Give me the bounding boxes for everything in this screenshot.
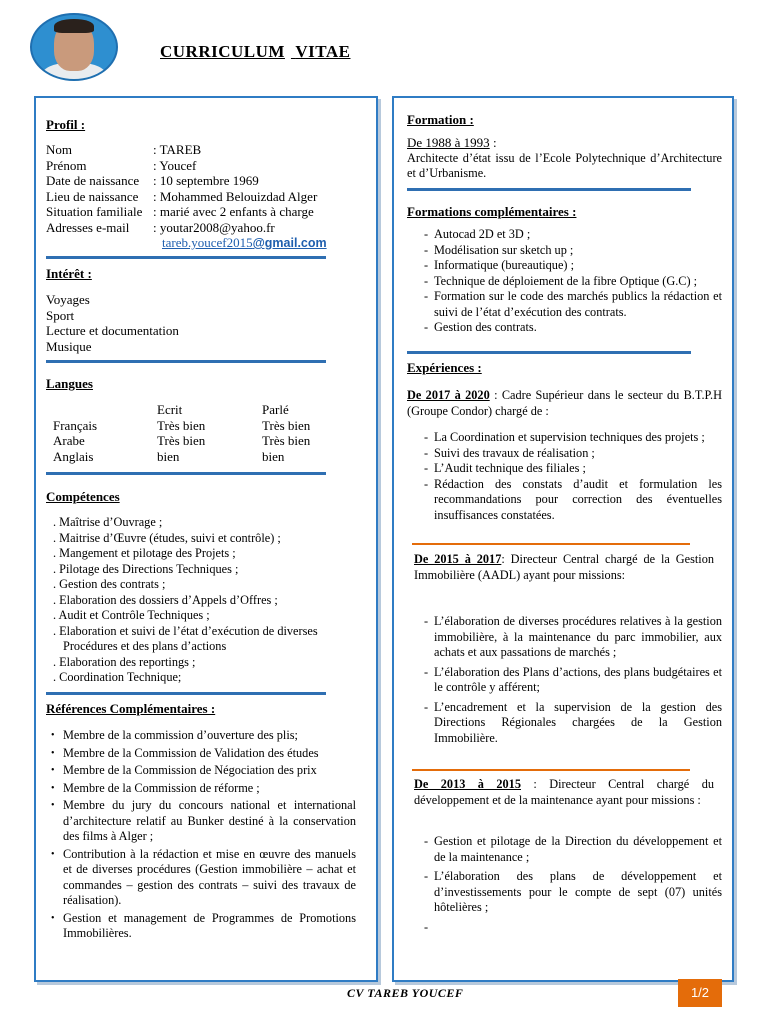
training-item: - Autocad 2D et 3D ; <box>422 227 722 243</box>
job-description-suffix: ayant pour missions : <box>592 792 701 807</box>
job-missions <box>422 614 722 746</box>
complementary-list <box>422 227 722 336</box>
profile-row <box>46 189 366 205</box>
email-link[interactable] <box>46 235 366 252</box>
skill-item: . Elaboration des dossiers d’Appels d’Offres ; <box>53 592 278 607</box>
language-name: Arabe <box>53 433 85 448</box>
field-value: : TAREB <box>153 142 202 157</box>
training-item: - Informatique (bureautique) ; <box>422 258 722 274</box>
interest-item: Lecture et documentation <box>46 323 179 338</box>
formation-text: Architecte d’état issu de l’Ecole Polytechnique d’Architecture et d’Urbanisme. <box>407 150 722 180</box>
job-missions <box>422 430 722 523</box>
reference-item: • Membre de la Commission de Négociation des prix <box>48 763 356 779</box>
skill-item: . Coordination Technique; <box>53 670 182 684</box>
reference-item: • Membre de la Commission de Validation des études <box>48 746 356 762</box>
field-value: : Mohammed Belouizdad Alger <box>153 188 318 204</box>
profile-row <box>46 204 366 220</box>
language-name: Anglais <box>53 448 94 464</box>
mission-item: - L’élaboration des plans de développement et d’investissements pour le compte de sept (07) unités hôtelières ; <box>422 869 722 916</box>
skills-list <box>53 515 368 686</box>
language-written: bien <box>157 448 180 464</box>
language-written: Très bien <box>157 417 206 433</box>
language-spoken: Très bien <box>262 417 311 433</box>
divider <box>46 256 326 259</box>
language-row <box>53 449 310 465</box>
profile-row <box>46 158 366 174</box>
language-row <box>53 433 310 449</box>
interests-list <box>46 292 179 354</box>
title-word-2: VITAE <box>295 42 351 61</box>
mission-item: - L’élaboration des Plans d’actions, des plans budgétaires et le contrôle y afférent; <box>422 665 722 696</box>
job-description: : Cadre Supérieur dans le secteur du B.T.P.H (Groupe Condor) chargé de <box>407 388 722 418</box>
divider <box>46 692 326 695</box>
formation-period-line <box>407 135 722 151</box>
complementary-heading: Formations complémentaires : <box>407 204 577 219</box>
job-title <box>414 777 714 808</box>
skill-item: . Maîtrise d’Ouvrage ; <box>53 515 163 529</box>
profile-photo <box>30 13 118 81</box>
references-list <box>48 728 356 942</box>
footer-name: CV TAREB YOUCEF <box>347 986 464 1000</box>
divider <box>412 769 690 771</box>
interest-item: Voyages <box>46 292 90 307</box>
field-value: : 10 septembre 1969 <box>153 173 259 188</box>
field-label: Lieu de naissance <box>46 188 139 204</box>
field-value: : youtar2008@yahoo.fr <box>153 219 275 235</box>
mission-item: - L’élaboration de diverses procédures relatives à la gestion immobilière, à la maintenance du parc immobilier, aux achats et aux passations de marchés ; <box>422 614 722 661</box>
interest-item: Musique <box>46 338 92 354</box>
job-title <box>414 552 714 583</box>
job-description: : Directeur Central chargé du développement et de la maintenance <box>414 777 714 807</box>
mission-item: - Suivi des travaux de réalisation ; <box>422 446 722 462</box>
title-word-1: CURRICULUM <box>160 42 285 61</box>
mission-item: - Gestion et pilotage de la Direction du développement et de la maintenance ; <box>422 834 722 865</box>
job-period: De 2015 à 2017 <box>414 552 502 566</box>
profile-heading: Profil : <box>46 117 86 132</box>
language-spoken: bien <box>262 448 285 464</box>
job-description: : Directeur Central chargé de la Gestion Immobilière (AADL) ayant pour missions <box>414 552 714 582</box>
languages-table <box>53 402 310 464</box>
interest-item: Sport <box>46 307 75 323</box>
job-description-suffix: : <box>621 567 626 582</box>
training-item: - Gestion des contrats. <box>422 320 722 336</box>
formation-period: De 1988 à 1993 <box>407 135 490 150</box>
email-link-user[interactable]: tareb.youcef2015 <box>162 235 253 250</box>
language-row <box>53 418 310 434</box>
references-heading: Références Complémentaires : <box>46 701 216 716</box>
skill-item: . Elaboration des reportings ; <box>53 654 196 669</box>
training-item: - Formation sur le code des marchés publics la rédaction et suivi de l’état d’exécution des contrats. <box>422 289 722 320</box>
skill-item: . Pilotage des Directions Techniques ; <box>53 561 239 576</box>
interests-heading: Intérêt : <box>46 266 92 281</box>
formation-period-suffix: : <box>489 135 497 150</box>
skill-item: Procédures et des plans d’actions <box>63 639 227 653</box>
skill-item: . Mangement et pilotage des Projets ; <box>53 546 236 560</box>
divider <box>412 543 690 545</box>
field-value: : Youcef <box>153 157 197 173</box>
job-period: De 2013 à 2015 <box>414 777 521 791</box>
training-item: - Modélisation sur sketch up ; <box>422 243 722 259</box>
page-number: 1/2 <box>678 979 722 1007</box>
reference-item: • Gestion et management de Programmes de Promotions Immobilières. <box>48 911 356 942</box>
divider <box>46 472 326 475</box>
training-item: - Technique de déploiement de la fibre Optique (G.C) ; <box>422 274 722 290</box>
field-label: Prénom <box>46 157 87 173</box>
mission-item: - L’Audit technique des filiales ; <box>422 461 722 477</box>
mission-item: - L’encadrement et la supervision de la gestion des Directions Régionales chargées de la Gestion Immobilière. <box>422 700 722 747</box>
experiences-heading: Expériences : <box>407 360 482 375</box>
languages-heading: Langues <box>46 376 93 391</box>
job-period: De 2017 à 2020 <box>407 388 490 402</box>
job-description-suffix: : <box>542 403 549 418</box>
reference-item: • Membre de la Commission de réforme ; <box>48 781 356 797</box>
mission-item <box>422 920 722 935</box>
profile-row <box>46 220 366 236</box>
divider <box>407 351 691 354</box>
skill-item: . Gestion des contrats ; <box>53 577 166 591</box>
language-spoken: Très bien <box>262 433 311 448</box>
field-label: Adresses e-mail <box>46 219 130 235</box>
job-title <box>407 388 722 419</box>
skill-item: . Audit et Contrôle Techniques ; <box>53 608 210 622</box>
profile-fields <box>46 142 366 252</box>
language-name: Français <box>53 417 98 433</box>
profile-row <box>46 173 366 189</box>
skills-heading: Compétences <box>46 489 120 504</box>
reference-item: • Membre du jury du concours national et international d’architecture relatif au Bunker destiné à la conservation des films à Alger ; <box>48 798 356 845</box>
field-label: Situation familiale <box>46 204 143 219</box>
job-missions <box>422 834 722 935</box>
page-title <box>160 42 357 62</box>
photo-hair <box>54 19 94 33</box>
skill-item: . Elaboration et suivi de l’état d’exécution de diverses <box>53 623 318 638</box>
col-written: Ecrit <box>157 402 183 417</box>
col-spoken: Parlé <box>262 402 289 417</box>
skill-item: . Maitrise d’Œuvre (études, suivi et contrôle) ; <box>53 530 281 545</box>
languages-header-row <box>53 402 310 418</box>
email-link-domain[interactable]: @gmail.com <box>252 236 327 250</box>
reference-item: • Contribution à la rédaction et mise en œuvre des manuels et de diverses procédures (Gestion immobilière – achat et commandes – gestion des contrats – suivi des travaux de réalisation). <box>48 847 356 909</box>
mission-item: - La Coordination et supervision techniques des projets ; <box>422 430 722 446</box>
formation-heading: Formation : <box>407 112 474 127</box>
profile-row <box>46 142 366 158</box>
mission-item: - Rédaction des constats d’audit et formulation les recommandations pour correction des éventuelles insuffisances constatées. <box>422 477 722 524</box>
field-value: : marié avec 2 enfants à charge <box>153 204 314 219</box>
divider <box>46 360 326 363</box>
language-written: Très bien <box>157 433 206 448</box>
field-label: Date de naissance <box>46 173 140 188</box>
reference-item: • Membre de la commission d’ouverture des plis; <box>48 728 356 744</box>
divider <box>407 188 691 191</box>
formation-block <box>407 135 722 182</box>
field-label: Nom <box>46 142 72 157</box>
